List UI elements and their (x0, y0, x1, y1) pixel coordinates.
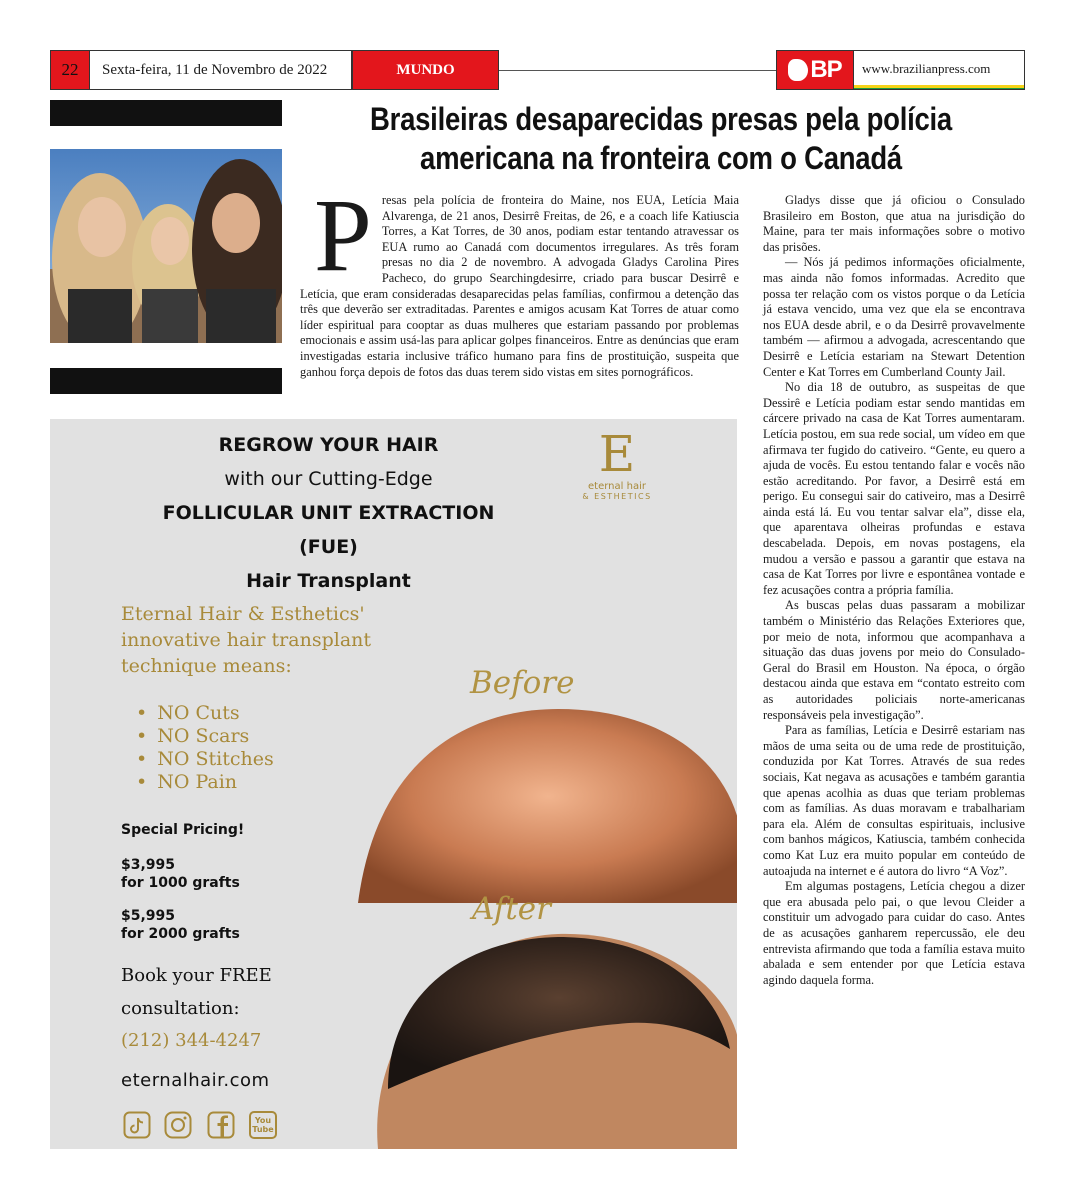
ad-subheadline: with our Cutting-Edge (224, 468, 433, 490)
price-1: $3,995 (121, 857, 176, 873)
before-label: Before (470, 665, 575, 701)
black-bar-bottom (50, 368, 282, 394)
ad-website[interactable]: eternalhair.com (121, 1070, 270, 1091)
list-item: • NO Cuts (136, 702, 274, 725)
before-after-images (358, 709, 738, 1149)
article-paragraph-1: resas pela polícia de fronteira do Maine, nos EUA, Letícia Maia Alvarenga, de 21 anos, Desirrê Freitas, de 26, e a coach life Katiuscia Torres, a Kat Torres, de 30 anos, podiam estar tentando atravessar os EUA rumo ao Canadá com documentos irregulares. As três foram presas no dia 2 de novembro. A advogada Gladys Carolina Pires Pacheco, do grupo Searchingdesirre, criado para buscar Desirrê e Letícia, que eram consideradas desaparecidas pelas famílias, confirmou a detenção das três que deverão ser extraditadas. Parentes e amigos acusam Kat Torres de atuar como líder espiritual para cooptar as duas mulheres que estariam passando por problemas emocionais e assim usá-las para aplicar golpes financeiros. Entre as denúncias que eram investigadas estaria inclusive tráfico humano para fins de prostituição, suspeita que ganhou força depois de fotos das duas terem sido vistas em sites pornográficos. (300, 193, 739, 379)
logo-sub: & ESTHETICS (582, 492, 652, 501)
before-image (358, 709, 738, 903)
drop-cap: P (314, 178, 372, 293)
ad-procedure-type: Hair Transplant (246, 570, 411, 592)
article-column-2 (763, 193, 1025, 988)
article-paragraph: As buscas pelas duas passaram a mobilizar também o Ministério das Relações Exteriores que, por meio de nota, informou que acompanhava a situação das duas jovens por meio do Consulado-Geral do Brasil em Houston. Na época, o órgão destacou ainda que estava em “contato estreito com as autoridades policiais norte-americanas responsáveis pela investigação”. (763, 598, 1025, 722)
list-item: • NO Scars (136, 725, 274, 748)
article-column-1 (300, 178, 739, 380)
page-number: 22 (50, 50, 90, 90)
issue-date: Sexta-feira, 11 de Novembro de 2022 (90, 50, 352, 90)
brazilian-press-logo (776, 50, 854, 90)
brazil-map-icon (788, 59, 808, 81)
section-label: MUNDO (352, 50, 499, 90)
book-line-2: consultation: (121, 998, 240, 1019)
price-1-desc: for 1000 grafts (121, 875, 240, 891)
article-paragraph: Em algumas postagens, Letícia chegou a dizer que era abusada pelo pai, o que levou Cleider a constituir um advogado para cuidar do caso. Antes de as acusações ganharem repercussão, ele deu entrevista afirmando que toda a família estava muito abalada e sem entender por que Letícia estava agindo daquela forma. (763, 879, 1025, 987)
website-link[interactable]: www.brazilianpress.com (854, 50, 1025, 90)
price-2: $5,995 (121, 908, 176, 924)
price-2-desc: for 2000 grafts (121, 926, 240, 942)
logo-letter: E (598, 425, 636, 483)
youtube-icon[interactable]: You Tube (249, 1111, 277, 1139)
article-paragraph: Gladys disse que já oficiou o Consulado Brasileiro em Boston, que atua na jurisdição do Maine, para ter mais informações sobre o motivo das prisões. (763, 193, 1025, 254)
logo-name: eternal hair (588, 481, 646, 492)
logo-text: BP (810, 56, 842, 83)
ad-benefits-list (136, 702, 274, 794)
pricing-title: Special Pricing! (121, 822, 245, 838)
ad-procedure-abbrev: (FUE) (299, 536, 358, 558)
book-line-1: Book your FREE (121, 965, 272, 986)
article-paragraph: No dia 18 de outubro, as suspeitas de que Dessirê e Letícia podiam estar sendo mantidas em cárcere privado na casa de Kat Torres aumentaram. Letícia postou, em sua rede social, um vídeo em que afirmava ter fugido do cativeiro. “Gente, eu quero a ajuda de vocês. Eu estou tentando falar e vocês não estão acreditando. Por favor, a Desirrê está em perigo. Eu consegui sair do cativeiro, mas a Desirrê ainda está lá. Eu vou tentar salvar ela”, disse ela, que aparentava olheiras profundas e estava descabelada. Depois, em novas postagens, ela mudou a versão e passou a garantir que estava na casa de Kat Torres por livre e espontânea vontade e fez acusações contra a própria família. (763, 380, 1025, 597)
facebook-icon[interactable] (207, 1111, 235, 1139)
list-item: • NO Stitches (136, 748, 274, 771)
article-paragraph: Para as famílias, Letícia e Desirrê estariam nas mãos de uma seita ou de uma rede de prostituição, conduzida por Kat Torres. Através de sua redes sociais, Kat negava as acusações e também garantia que apenas acolhia as duas que teriam problemas com as famílias. As duas moravam e trabalhariam para ela. Além de consultas espirituais, inclusive com banhos mágicos, Katiuscia, também conhecida como Kat Luz era muito popular em conteúdo de autoajuda na internet e é autora do livro “A Voz”. (763, 723, 1025, 878)
ad-procedure: FOLLICULAR UNIT EXTRACTION (162, 502, 495, 524)
article-photo (50, 149, 282, 343)
hair-transplant-ad (50, 419, 738, 1149)
eternal-hair-logo (572, 427, 662, 501)
tiktok-icon[interactable] (123, 1111, 151, 1139)
article-headline: Brasileiras desaparecidas presas pela polícia americana na fronteira com o Canadá (370, 101, 952, 176)
list-item: • NO Pain (136, 771, 274, 794)
ad-headline: REGROW YOUR HAIR (218, 434, 439, 456)
black-bar-top (50, 100, 282, 126)
ad-phone[interactable]: (212) 344-4247 (121, 1030, 262, 1051)
instagram-icon[interactable] (164, 1111, 192, 1139)
after-label: After (472, 891, 551, 927)
ad-intro: Eternal Hair & Esthetics' innovative hair transplant technique means: (121, 603, 372, 677)
article-paragraph: — Nós já pedimos informações oficialmente, mas ainda não fomos informadas. Acredito que possa ter relação com os vistos porque o da Letícia já estava vencido, uma vez que ela se encontrava nos EUA desde abril, e o da Desirrê provavelmente também — afirmou a advogada, acrescentando que Desirrê e Letícia estariam na Stewart Detention Center e Kat Torres em Cumberland County Jail. (763, 255, 1025, 379)
